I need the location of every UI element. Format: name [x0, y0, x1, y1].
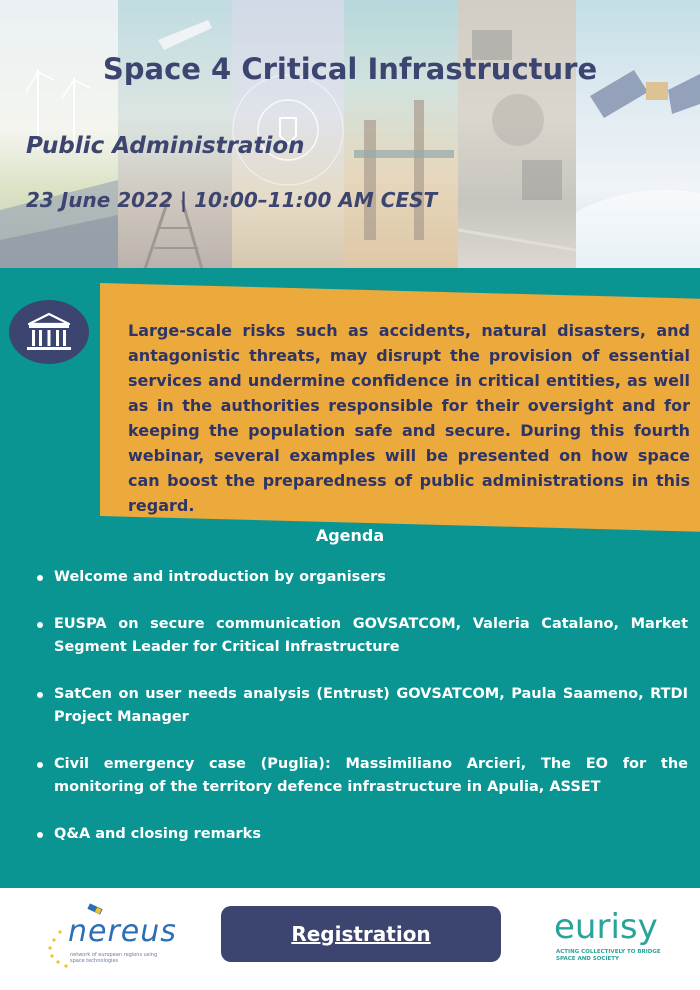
agenda-list — [36, 566, 688, 870]
eurisy-logo[interactable] — [548, 907, 668, 967]
page-subtitle: Public Administration — [26, 133, 305, 159]
nereus-logo[interactable] — [40, 902, 190, 972]
agenda-item-civil-emergency: Civil emergency case (Puglia): Massimiliano Arcieri, The EO for the monitoring of the territory defence infrastructure in Apulia, ASSET — [36, 753, 688, 799]
agenda-heading: Agenda — [315, 526, 385, 545]
agenda-item-satcen: SatCen on user needs analysis (Entrust) GOVSATCOM, Paula Saameno, RTDI Project Manager — [36, 683, 688, 729]
page-title: Space 4 Critical Infrastructure — [102, 52, 598, 86]
intro-text: Large-scale risks such as accidents, natural disasters, and antagonistic threats, may disrupt the provision of essential services and undermine confidence in critical entities, as well as in the authorities responsible for their oversight and for keeping the population safe and secure. During this fourth webinar, several examples will be presented on how space can boost the preparedness of public administrations in this regard. — [128, 321, 690, 515]
eurisy-wordmark: eurisy — [554, 907, 658, 947]
agenda-item-welcome: Welcome and introduction by organisers — [36, 566, 688, 589]
nereus-tagline: network of european regions using space technologies — [70, 952, 158, 964]
government-building-icon — [9, 300, 89, 364]
event-date: 23 June 2022 | 10:00–11:00 AM CEST — [26, 188, 438, 212]
registration-button[interactable]: Registration — [221, 906, 501, 962]
nereus-wordmark: nereus — [68, 914, 177, 949]
agenda-item-euspa: EUSPA on secure communication GOVSATCOM, Valeria Catalano, Market Segment Leader for Critical Infrastructure — [36, 613, 688, 659]
eurisy-tagline: ACTING COLLECTIVELY TO BRIDGE SPACE AND SOCIETY — [556, 949, 661, 962]
agenda-item-qa: Q&A and closing remarks — [36, 823, 688, 846]
